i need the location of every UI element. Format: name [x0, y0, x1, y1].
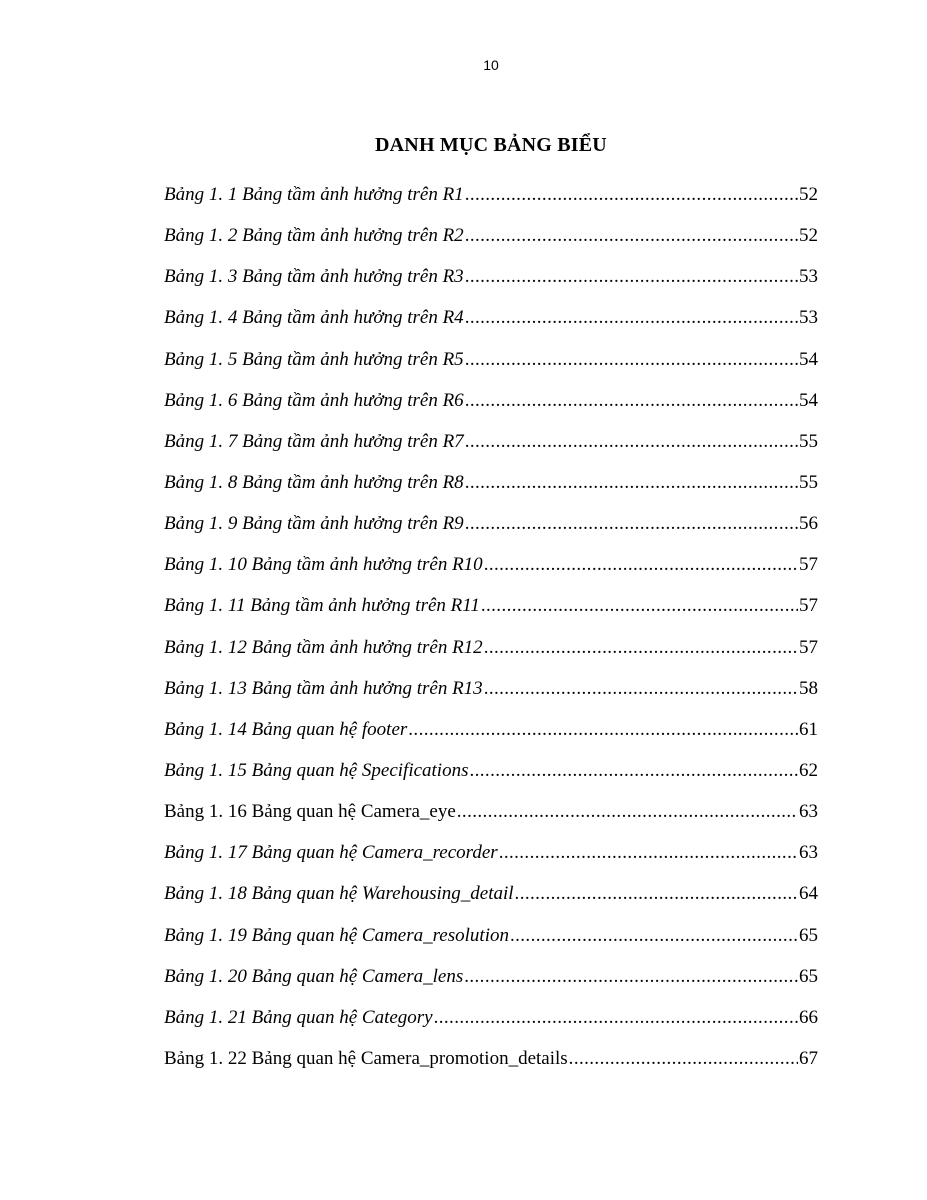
toc-entry[interactable]: [164, 925, 818, 966]
page-number: 10: [483, 57, 499, 73]
toc-dot-leader: [484, 637, 798, 659]
toc-entry[interactable]: [164, 637, 818, 678]
toc-dot-leader: [465, 513, 798, 535]
toc-entry-label: Bảng 1. 17 Bảng quan hệ Camera_recorder: [164, 842, 498, 864]
toc-entry[interactable]: [164, 842, 818, 883]
toc-dot-leader: [457, 801, 798, 823]
toc-entry[interactable]: [164, 760, 818, 801]
toc-entry-page: 61: [799, 718, 818, 740]
toc-entry-page: 57: [799, 595, 818, 617]
toc-entry-page: 57: [799, 636, 818, 658]
toc-entry-label: Bảng 1. 12 Bảng tầm ảnh hưởng trên R12: [164, 636, 483, 658]
toc-entry-label: Bảng 1. 21 Bảng quan hệ Category: [164, 1006, 433, 1028]
toc-entry-page: 52: [799, 184, 818, 205]
toc-entry-page: 55: [799, 430, 818, 452]
toc-entry-label: Bảng 1. 18 Bảng quan hệ Warehousing_detail: [164, 883, 514, 905]
toc-dot-leader: [465, 307, 798, 329]
toc-dot-leader: [569, 1048, 798, 1070]
toc-dot-leader: [515, 883, 798, 905]
toc-entry-page: 53: [799, 307, 818, 329]
toc-entry[interactable]: [164, 678, 818, 719]
toc-entry-label: Bảng 1. 20 Bảng quan hệ Camera_lens: [164, 965, 464, 987]
toc-entry-label: Bảng 1. 3 Bảng tầm ảnh hưởng trên R3: [164, 266, 464, 288]
toc-entry-page: 54: [799, 348, 818, 370]
toc-entry-page: 52: [799, 225, 818, 247]
toc-entry-label: Bảng 1. 22 Bảng quan hệ Camera_promotion_details: [164, 1047, 568, 1069]
toc-entry[interactable]: [164, 966, 818, 1007]
toc-entry-page: 57: [799, 554, 818, 576]
toc-entry-page: 62: [799, 759, 818, 781]
table-of-contents: [164, 184, 818, 1089]
toc-entry-label: Bảng 1. 4 Bảng tầm ảnh hưởng trên R4: [164, 307, 464, 329]
toc-entry[interactable]: [164, 472, 818, 513]
toc-dot-leader: [469, 760, 798, 782]
toc-entry-page: 56: [799, 513, 818, 535]
toc-entry-page: 64: [799, 883, 818, 905]
toc-entry-label: Bảng 1. 9 Bảng tầm ảnh hưởng trên R9: [164, 513, 464, 535]
toc-entry[interactable]: [164, 184, 818, 225]
toc-entry[interactable]: [164, 225, 818, 266]
toc-dot-leader: [465, 184, 798, 206]
toc-dot-leader: [434, 1007, 798, 1029]
toc-entry-label: Bảng 1. 14 Bảng quan hệ footer: [164, 718, 408, 740]
toc-entry-label: Bảng 1. 5 Bảng tầm ảnh hưởng trên R5: [164, 348, 464, 370]
toc-dot-leader: [465, 266, 798, 288]
toc-entry[interactable]: [164, 349, 818, 390]
toc-dot-leader: [408, 719, 798, 741]
toc-entry-page: 65: [799, 924, 818, 946]
toc-entry-label: Bảng 1. 10 Bảng tầm ảnh hưởng trên R10: [164, 554, 483, 576]
toc-entry-label: Bảng 1. 7 Bảng tầm ảnh hưởng trên R7: [164, 430, 464, 452]
toc-entry-page: 63: [799, 801, 818, 823]
toc-dot-leader: [484, 678, 798, 700]
toc-entry-label: Bảng 1. 19 Bảng quan hệ Camera_resolution: [164, 924, 509, 946]
toc-entry-label: Bảng 1. 6 Bảng tầm ảnh hưởng trên R6: [164, 389, 464, 411]
toc-entry[interactable]: [164, 883, 818, 924]
toc-entry[interactable]: [164, 266, 818, 307]
toc-dot-leader: [481, 595, 798, 617]
toc-entry-label: Bảng 1. 13 Bảng tầm ảnh hưởng trên R13: [164, 677, 483, 699]
toc-entry-page: 67: [799, 1047, 818, 1069]
toc-entry[interactable]: [164, 513, 818, 554]
toc-entry-page: 53: [799, 266, 818, 288]
toc-entry-page: 63: [799, 842, 818, 864]
page-title: DANH MỤC BẢNG BIỂU: [375, 134, 607, 156]
toc-dot-leader: [465, 225, 798, 247]
toc-entry-page: 58: [799, 677, 818, 699]
toc-entry-label: Bảng 1. 8 Bảng tầm ảnh hưởng trên R8: [164, 471, 464, 493]
toc-entry[interactable]: [164, 595, 818, 636]
toc-dot-leader: [510, 925, 798, 947]
toc-entry[interactable]: [164, 431, 818, 472]
toc-dot-leader: [465, 472, 798, 494]
toc-entry[interactable]: [164, 801, 818, 842]
toc-dot-leader: [465, 390, 798, 412]
toc-dot-leader: [465, 431, 798, 453]
toc-entry-page: 66: [799, 1006, 818, 1028]
toc-entry-label: Bảng 1. 2 Bảng tầm ảnh hưởng trên R2: [164, 225, 464, 247]
toc-entry[interactable]: [164, 554, 818, 595]
toc-entry-label: Bảng 1. 11 Bảng tầm ảnh hưởng trên R11: [164, 595, 480, 617]
toc-entry-label: Bảng 1. 1 Bảng tầm ảnh hưởng trên R1: [164, 184, 464, 205]
toc-dot-leader: [465, 349, 798, 371]
toc-entry[interactable]: [164, 1048, 818, 1089]
toc-entry-page: 55: [799, 471, 818, 493]
toc-entry[interactable]: [164, 390, 818, 431]
toc-entry[interactable]: [164, 719, 818, 760]
toc-entry[interactable]: [164, 307, 818, 348]
toc-entry-page: 54: [799, 389, 818, 411]
toc-dot-leader: [484, 554, 798, 576]
toc-entry[interactable]: [164, 1007, 818, 1048]
toc-entry-label: Bảng 1. 16 Bảng quan hệ Camera_eye: [164, 801, 456, 823]
toc-entry-page: 65: [799, 965, 818, 987]
toc-dot-leader: [499, 842, 798, 864]
toc-dot-leader: [464, 966, 798, 988]
toc-entry-label: Bảng 1. 15 Bảng quan hệ Specifications: [164, 759, 469, 781]
